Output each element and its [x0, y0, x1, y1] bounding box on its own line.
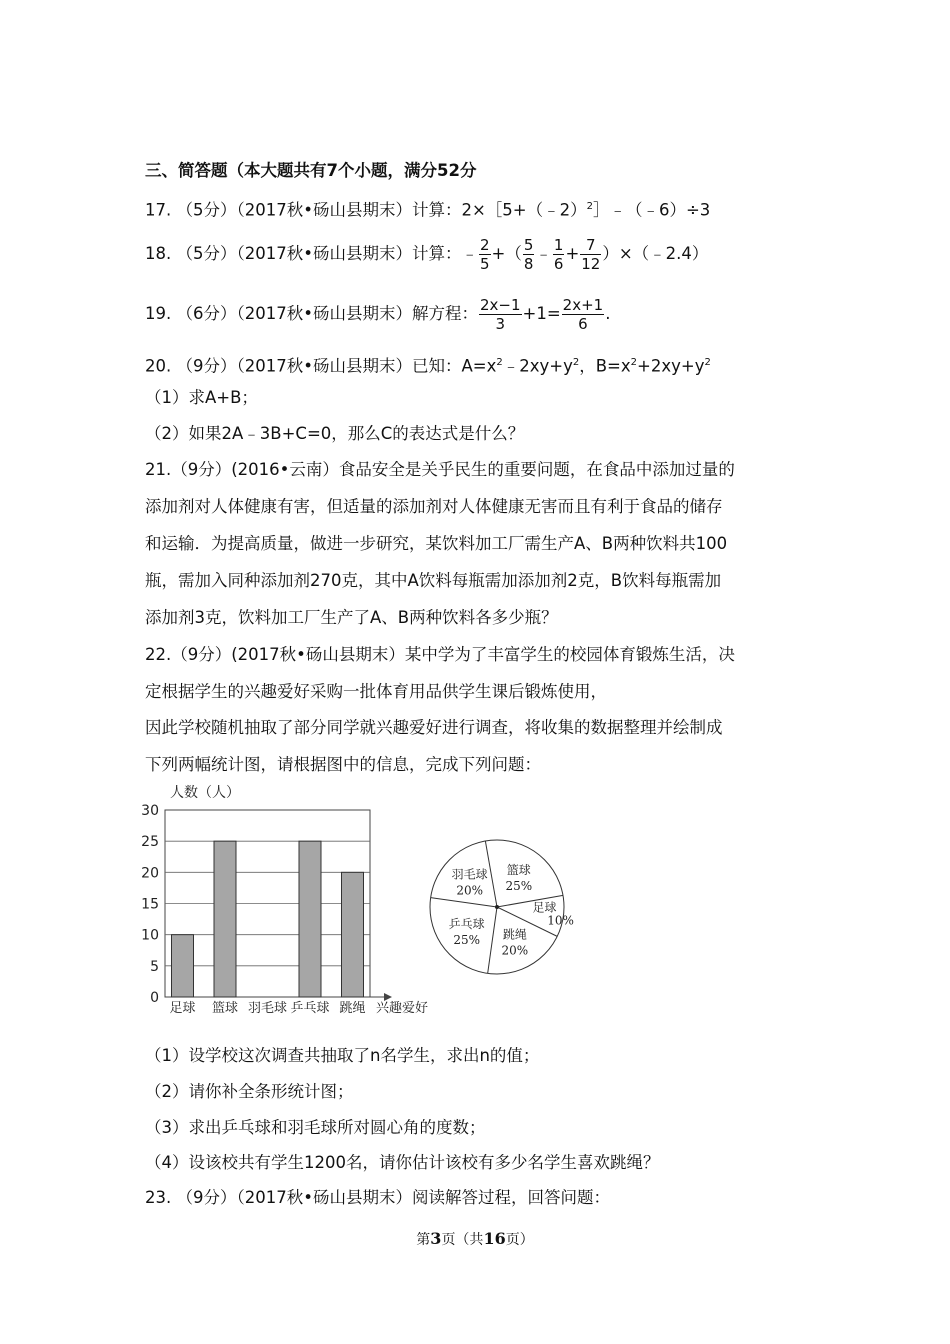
q22-line-4: 下列两幅统计图，请根据图中的信息，完成下列问题：: [145, 755, 541, 774]
q20-exp-2: 2: [572, 357, 580, 368]
pie-pct-足球: 10%: [547, 913, 574, 928]
footer-total-pages: 16: [483, 1229, 506, 1248]
y-tick-label-20: 20: [141, 865, 159, 882]
section-title: 三、简答题（本大题共有7个小题，满分52分: [145, 161, 477, 180]
q19-f1-denominator: 3: [495, 315, 506, 333]
x-tick-label-乒乓球: 乒乓球: [290, 1001, 330, 1015]
pie-label-跳绳: 跳绳: [502, 927, 527, 942]
x-tick-label-跳绳: 跳绳: [339, 1001, 366, 1015]
q18-f2-numerator: 5: [523, 236, 534, 254]
q21-line-5: 添加剂3克，饮料加工厂生产了A、B两种饮料各多少瓶？: [145, 608, 558, 627]
x-tick-label-足球: 足球: [169, 1001, 196, 1015]
pie-label-篮球: 篮球: [506, 862, 531, 877]
q18-prefix: 18. （5分）（2017秋•砀山县期末）计算：﹣: [145, 244, 478, 263]
q18-fraction-4: [580, 236, 601, 273]
pie-label-羽毛球: 羽毛球: [451, 867, 488, 882]
q21-line-3: 和运输．为提高质量，做进一步研究，某饮料加工厂需生产A、B两种饮料共100: [145, 534, 728, 553]
q19-f2-numerator: 2x+1: [562, 296, 604, 314]
q19-f1-numerator: 2x−1: [479, 296, 521, 314]
x-axis-arrow: [384, 993, 392, 1001]
q18-fraction-3: [553, 236, 565, 273]
q19-mid: +1=: [522, 304, 561, 323]
q20-text-4: ，B=x: [579, 356, 631, 376]
x-axis-title: 兴趣爱好: [376, 1001, 429, 1015]
q18-f1-denominator: 5: [479, 255, 490, 273]
q20-text-6: +2xy+y: [637, 356, 705, 376]
question-20: [145, 353, 711, 377]
y-tick-label-30: 30: [141, 803, 159, 819]
y-tick-label-0: 0: [150, 990, 159, 1006]
question-23: 23. （9分）（2017秋•砀山县期末）阅读解答过程，回答问题：: [145, 1188, 610, 1207]
q19-fraction-2: [562, 296, 605, 333]
q19-f2-denominator: 6: [578, 315, 588, 333]
q17-exponent: 2: [586, 201, 593, 212]
x-tick-label-篮球: 篮球: [211, 1001, 239, 1015]
q18-f4-numerator: 7: [580, 236, 601, 255]
q18-suffix: ）×（﹣2.4）: [602, 244, 709, 263]
x-tick-label-羽毛球: 羽毛球: [247, 1001, 288, 1015]
question-19: [145, 292, 610, 336]
pie-pct-羽毛球: 20%: [456, 883, 484, 898]
q21-line-4: 瓶，需加入同种添加剂270克，其中A饮料每瓶需加添加剂2克，B饮料每瓶需加: [145, 571, 722, 590]
bar-足球: [172, 935, 194, 997]
q22-sub-3: （3）求出乒乓球和羽毛球所对圆心角的度数；: [145, 1118, 486, 1137]
footer-mid: 页（共: [441, 1232, 484, 1248]
y-tick-label-25: 25: [141, 834, 159, 851]
q18-f1-numerator: 2: [479, 236, 490, 254]
footer-page-number: 3: [430, 1229, 442, 1248]
q18-op-3: +: [565, 244, 580, 263]
q18-f3-numerator: 1: [553, 236, 564, 254]
q17-suffix: ］﹣（﹣6）÷3: [592, 200, 711, 220]
q22-sub-4: （4）设该校共有学生1200名，请你估计该校有多少名学生喜欢跳绳？: [145, 1153, 660, 1172]
question-17: [145, 197, 710, 221]
q20-exp-4: 2: [704, 357, 711, 368]
q20-exp-3: 2: [630, 357, 638, 368]
pie-pct-篮球: 25%: [505, 878, 533, 893]
q20-prefix: 20. （9分）（2017秋•砀山县期末）已知：A=x: [145, 356, 497, 376]
bar-篮球: [214, 841, 236, 997]
q18-f4-denominator: 12: [581, 255, 601, 273]
q20-exp-1: 2: [496, 357, 503, 368]
y-axis-title: 人数（人）: [170, 785, 240, 801]
q20-sub-2: （2）如果2A﹣3B+C=0，那么C的表达式是什么？: [145, 424, 525, 443]
pie-pct-跳绳: 20%: [501, 943, 529, 958]
bar-chart: [140, 780, 440, 1015]
y-tick-label-5: 5: [150, 958, 159, 975]
q21-line-2: 添加剂对人体健康有害，但适量的添加剂对人体健康无害而且有利于食品的储存: [145, 497, 723, 516]
q18-fraction-1: [479, 236, 491, 273]
q22-line-3: 因此学校随机抽取了部分同学就兴趣爱好进行调查，将收集的数据整理并绘制成: [145, 718, 723, 737]
q22-sub-1: （1）设学校这次调查共抽取了n名学生，求出n的值；: [145, 1046, 540, 1065]
q19-prefix: 19. （6分）（2017秋•砀山县期末）解方程：: [145, 304, 478, 323]
q17-prefix: 17. （5分）（2017秋•砀山县期末）计算：2×［5+（﹣2）: [145, 200, 587, 220]
pie-pct-乒乓球: 25%: [453, 932, 480, 947]
page-footer: [0, 1229, 950, 1249]
q18-op-1: +（: [491, 244, 522, 263]
footer-post: 页）: [505, 1232, 534, 1248]
pie-label-足球: 足球: [532, 900, 557, 915]
pie-center-dot: [495, 905, 499, 909]
q22-line-1: 22.（9分）(2017秋•砀山县期末）某中学为了丰富学生的校园体育锻炼生活，决: [145, 645, 735, 664]
q22-sub-2: （2）请你补全条形统计图；: [145, 1082, 354, 1101]
pie-label-乒乓球: 乒乓球: [448, 916, 485, 931]
footer-pre: 第: [416, 1232, 431, 1248]
bar-乒乓球: [299, 841, 321, 997]
question-18: [145, 232, 708, 276]
y-tick-label-15: 15: [141, 896, 159, 913]
q19-fraction-1: [479, 296, 522, 333]
q20-text-2: ﹣2xy+y: [502, 356, 573, 376]
q21-line-1: 21.（9分）(2016•云南）食品安全是关乎民生的重要问题，在食品中添加过量的: [145, 460, 735, 479]
q18-f3-denominator: 6: [553, 255, 564, 273]
q18-fraction-2: [523, 236, 535, 273]
y-tick-label-10: 10: [141, 927, 159, 944]
q18-f2-denominator: 8: [523, 255, 534, 273]
bar-跳绳: [342, 872, 364, 997]
q20-sub-1: （1）求A+B；: [145, 388, 258, 407]
q18-op-2: ﹣: [535, 244, 552, 263]
q22-line-2: 定根据学生的兴趣爱好采购一批体育用品供学生课后锻炼使用，: [145, 682, 607, 701]
q19-suffix: .: [605, 304, 611, 323]
pie-chart: [425, 835, 585, 990]
